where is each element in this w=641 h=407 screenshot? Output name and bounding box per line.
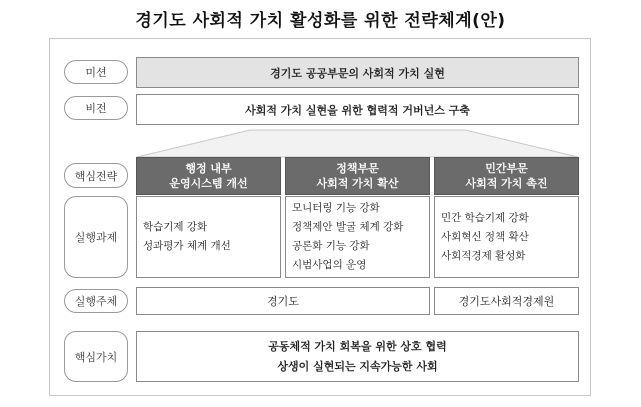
strategy-3-line1: 민간부문 (485, 162, 528, 175)
actor-box-gyeonggi (136, 287, 430, 315)
task-item: 민간 학습기제 강화 (441, 211, 529, 224)
strategy-box-1 (136, 157, 281, 195)
values-line2: 상생이 실현되는 지속가능한 사회 (277, 359, 438, 373)
tasks-box-3 (434, 196, 579, 278)
strategy-2-line1: 정책부문 (336, 162, 379, 175)
mission-box (136, 57, 579, 88)
task-item: 시범사업의 운영 (292, 259, 367, 271)
values-box (136, 331, 579, 382)
vision-box (136, 94, 579, 125)
actor-box-social-economy (434, 287, 579, 315)
vision-text: 사회적 가치 실현을 위한 협력적 거버넌스 구축 (245, 103, 470, 117)
label-mission: 미션 (64, 60, 128, 84)
actor-left-text: 경기도 (267, 295, 299, 308)
strategy-3-line2: 사회적 가치 촉진 (465, 177, 548, 190)
task-item: 공론화 기능 강화 (292, 240, 370, 252)
strategy-box-3 (434, 157, 579, 195)
task-item: 정책제안 발굴 체계 강화 (292, 221, 404, 233)
strategy-2-line2: 사회적 가치 확산 (316, 177, 399, 190)
task-item: 학습기제 강화 (143, 221, 208, 233)
label-strategy: 핵심전략 (64, 163, 128, 188)
mission-text: 경기도 공공부문의 사회적 가치 실현 (270, 66, 445, 80)
label-tasks: 실행과제 (64, 196, 128, 278)
task-item: 성과평가 체계 개선 (143, 240, 231, 252)
strategy-1-line1: 행정 내부 (185, 162, 232, 175)
strategy-1-line2: 운영시스템 개선 (169, 177, 248, 190)
label-actors: 실행주체 (64, 289, 128, 313)
label-values: 핵심가치 (64, 331, 128, 382)
task-item: 모니터링 기능 강화 (292, 202, 380, 214)
actor-right-text: 경기도사회적경제원 (458, 295, 555, 308)
task-item: 사회혁신 정책 확산 (441, 230, 529, 243)
strategy-box-2 (285, 157, 430, 195)
tasks-box-2 (285, 196, 430, 278)
label-vision: 비전 (64, 96, 128, 120)
values-line1: 공동체적 가치 회복을 위한 상호 협력 (268, 339, 447, 353)
diagram-title: 경기도 사회적 가치 활성화를 위한 전략체계(안) (135, 11, 506, 31)
task-item: 사회적경제 활성화 (441, 249, 526, 262)
tasks-box-1 (136, 196, 281, 278)
